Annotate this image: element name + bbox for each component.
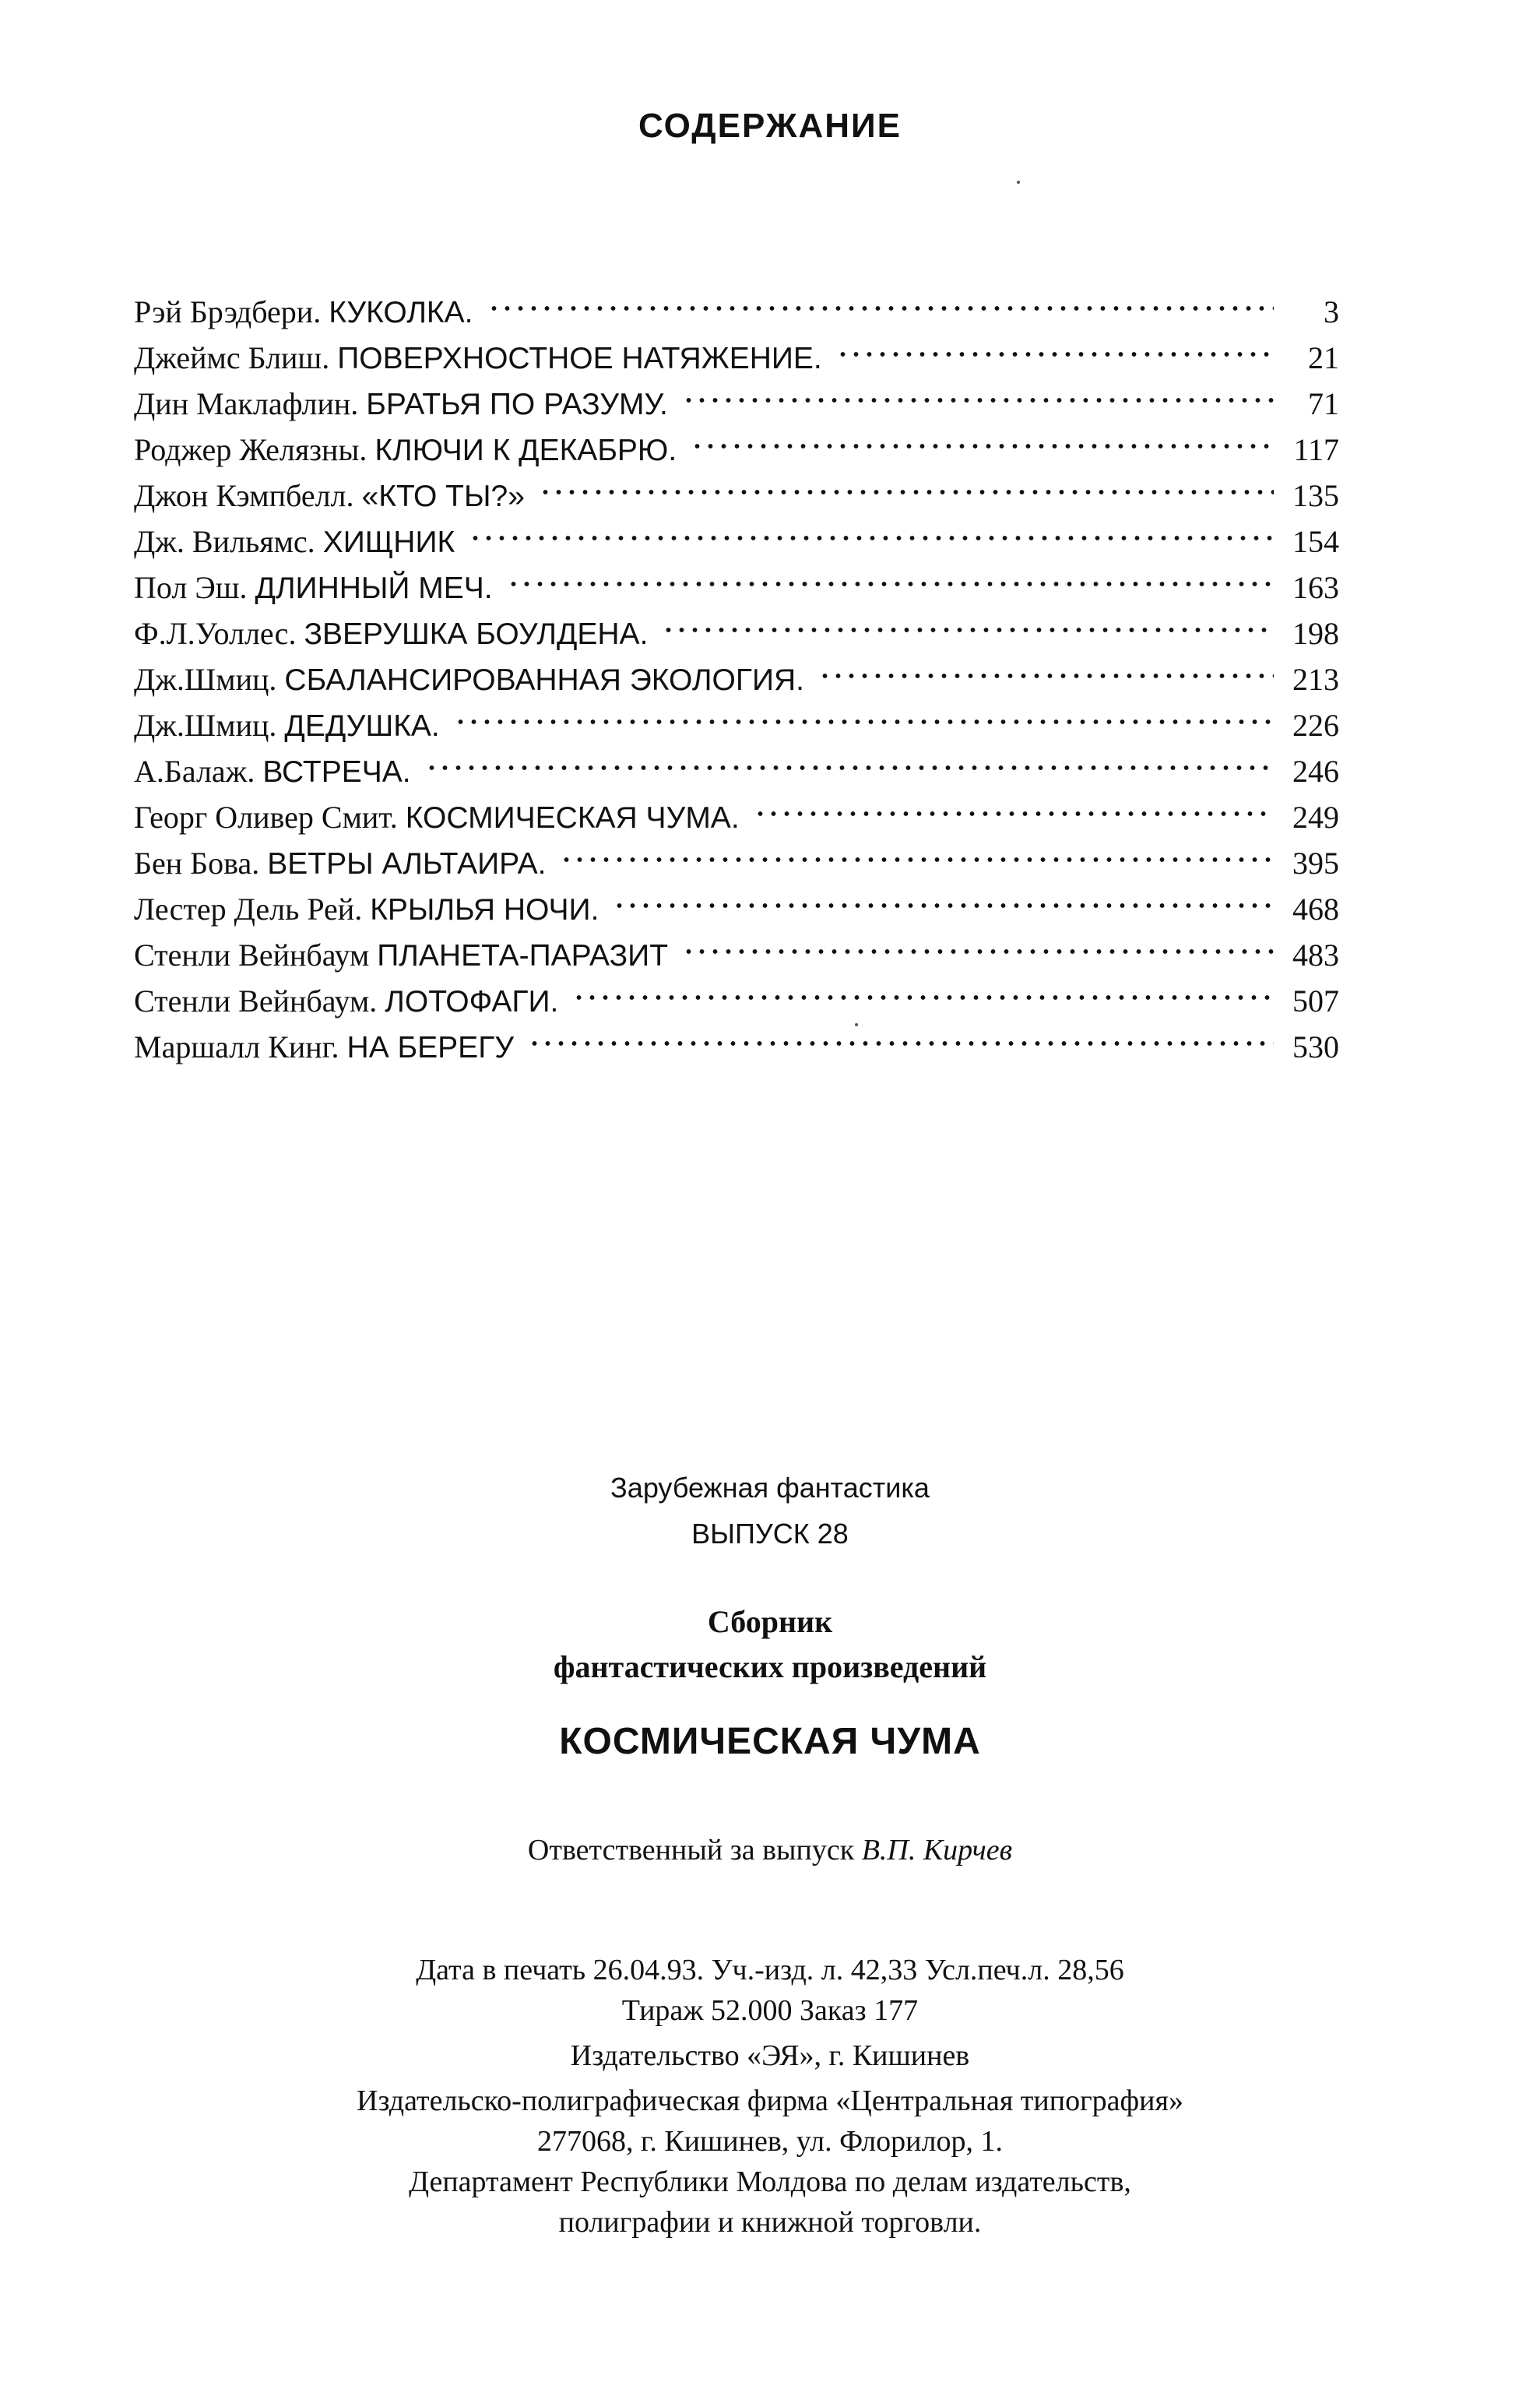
editor-label: Ответственный за выпуск [527, 1834, 855, 1866]
imprint-run-order: Тираж 52.000 Заказ 177 [621, 1994, 919, 2027]
toc-entry-page: 198 [1292, 616, 1339, 651]
imprint-printer: Издательско-полиграфическая фирма «Центральная типография» [357, 2085, 1183, 2117]
editor-name: В.П. Кирчев [861, 1834, 1013, 1866]
toc-entry-author: Дин Маклафлин. [134, 386, 359, 421]
dot-leader [836, 322, 1274, 368]
toc-entry-title: КУКОЛКА. [329, 296, 473, 329]
dot-leader [528, 1012, 1274, 1057]
toc-entry-page: 249 [1292, 800, 1339, 835]
dot-leader [539, 460, 1274, 506]
toc-entry-author: А.Балаж. [134, 754, 255, 789]
toc-entry-page: 21 [1308, 340, 1339, 375]
toc-entry-author: Джон Кэмпбелл. [134, 478, 354, 513]
toc-entry-author: Джеймс Блиш. [134, 340, 330, 375]
dot-leader [572, 966, 1274, 1012]
toc-entry-title: НА БЕРЕГУ [346, 1031, 515, 1064]
table-of-contents [134, 276, 1339, 1064]
toc-entry-page: 163 [1292, 570, 1339, 605]
collection-label: Сборник [707, 1604, 833, 1639]
toc-entry-title: КЛЮЧИ К ДЕКАБРЮ. [374, 434, 677, 467]
imprint-department-line1: Департамент Республики Молдова по делам издательств, [409, 2166, 1131, 2198]
toc-entry-page: 213 [1292, 662, 1339, 697]
dot-leader [691, 414, 1274, 460]
dot-leader [487, 276, 1275, 322]
toc-entry-title: БРАТЬЯ ПО РАЗУМУ. [366, 388, 668, 421]
imprint-print-data: Дата в печать 26.04.93. Уч.-изд. л. 42,33 Усл.печ.л. 28,56 [416, 1954, 1124, 1986]
book-title: КОСМИЧЕСКАЯ ЧУМА [559, 1721, 981, 1762]
toc-entry-page: 135 [1292, 478, 1339, 513]
toc-entry [134, 276, 1339, 329]
toc-entry-title: ВСТРЕЧА. [262, 755, 411, 789]
toc-entry-page: 117 [1293, 432, 1339, 467]
dot-leader [754, 782, 1274, 828]
toc-entry-title: ДЕДУШКА. [284, 709, 440, 743]
toc-entry-title: КОСМИЧЕСКАЯ ЧУМА. [405, 801, 740, 835]
toc-entry-page: 3 [1324, 294, 1339, 329]
toc-entry-author: Пол Эш. [134, 570, 248, 605]
toc-entry-author: Рэй Брэдбери. [134, 294, 322, 329]
scan-speck [855, 1023, 858, 1026]
toc-entry-title: СБАЛАНСИРОВАННАЯ ЭКОЛОГИЯ. [284, 663, 804, 697]
toc-entry-author: Дж.Шмиц. [134, 662, 277, 697]
toc-entry-page: 71 [1308, 386, 1339, 421]
toc-entry-title: ЗВЕРУШКА БОУЛДЕНА. [304, 617, 649, 651]
toc-entry-title: ДЛИННЫЙ МЕЧ. [255, 572, 493, 605]
dot-leader [682, 368, 1274, 414]
toc-entry-page: 154 [1292, 524, 1339, 559]
dot-leader [507, 552, 1274, 598]
toc-entry-page: 246 [1292, 754, 1339, 789]
toc-entry-title: «КТО ТЫ?» [361, 480, 525, 513]
imprint-publisher: Издательство «ЭЯ», г. Кишинев [570, 2039, 970, 2072]
toc-entry-page: 530 [1292, 1029, 1339, 1064]
toc-heading: СОДЕРЖАНИЕ [638, 107, 902, 145]
toc-entry-page: 226 [1292, 708, 1339, 743]
toc-entry-author: Дж.Шмиц. [134, 708, 277, 743]
toc-entry-title: ВЕТРЫ АЛЬТАИРА. [267, 847, 547, 881]
toc-entry-title: ХИЩНИК [322, 526, 455, 559]
toc-entry-author: Ф.Л.Уоллес. [134, 616, 297, 651]
dot-leader [469, 506, 1274, 552]
series-name: Зарубежная фантастика [610, 1472, 930, 1504]
dot-leader [454, 690, 1274, 736]
toc-entry-page: 468 [1292, 892, 1339, 927]
dot-leader [425, 736, 1274, 782]
imprint-printer-address: 277068, г. Кишинев, ул. Флорилор, 1. [537, 2125, 1003, 2158]
series-issue: ВЫПУСК 28 [691, 1518, 849, 1550]
toc-entry-author: Маршалл Кинг. [134, 1029, 339, 1064]
dot-leader [560, 828, 1274, 874]
toc-entry-page: 395 [1292, 846, 1339, 881]
dot-leader [613, 874, 1274, 920]
collection-subtitle: фантастических произведений [553, 1649, 987, 1684]
toc-entry-author: Стенли Вейнбаум [134, 938, 370, 973]
toc-entry-title: КРЫЛЬЯ НОЧИ. [370, 893, 599, 927]
editor-line [0, 1830, 1540, 1870]
dot-leader [682, 920, 1274, 966]
toc-entry-title: ЛОТОФАГИ. [385, 985, 559, 1019]
scan-speck [1017, 181, 1020, 184]
toc-entry-page: 507 [1292, 983, 1339, 1019]
toc-entry-title: ПЛАНЕТА-ПАРАЗИТ [377, 939, 669, 973]
toc-entry-author: Лестер Дель Рей. [134, 892, 363, 927]
toc-entry-page: 483 [1292, 938, 1339, 973]
toc-entry-author: Дж. Вильямс. [134, 524, 315, 559]
toc-entry-author: Бен Бова. [134, 846, 260, 881]
dot-leader [818, 644, 1274, 690]
toc-entry-author: Георг Оливер Смит. [134, 800, 398, 835]
toc-entry-author: Роджер Желязны. [134, 432, 367, 467]
dot-leader [662, 598, 1274, 644]
toc-entry-title: ПОВЕРХНОСТНОЕ НАТЯЖЕНИЕ. [337, 342, 822, 375]
toc-entry-author: Стенли Вейнбаум. [134, 983, 378, 1019]
imprint-department-line2: полиграфии и книжной торговли. [558, 2206, 982, 2239]
